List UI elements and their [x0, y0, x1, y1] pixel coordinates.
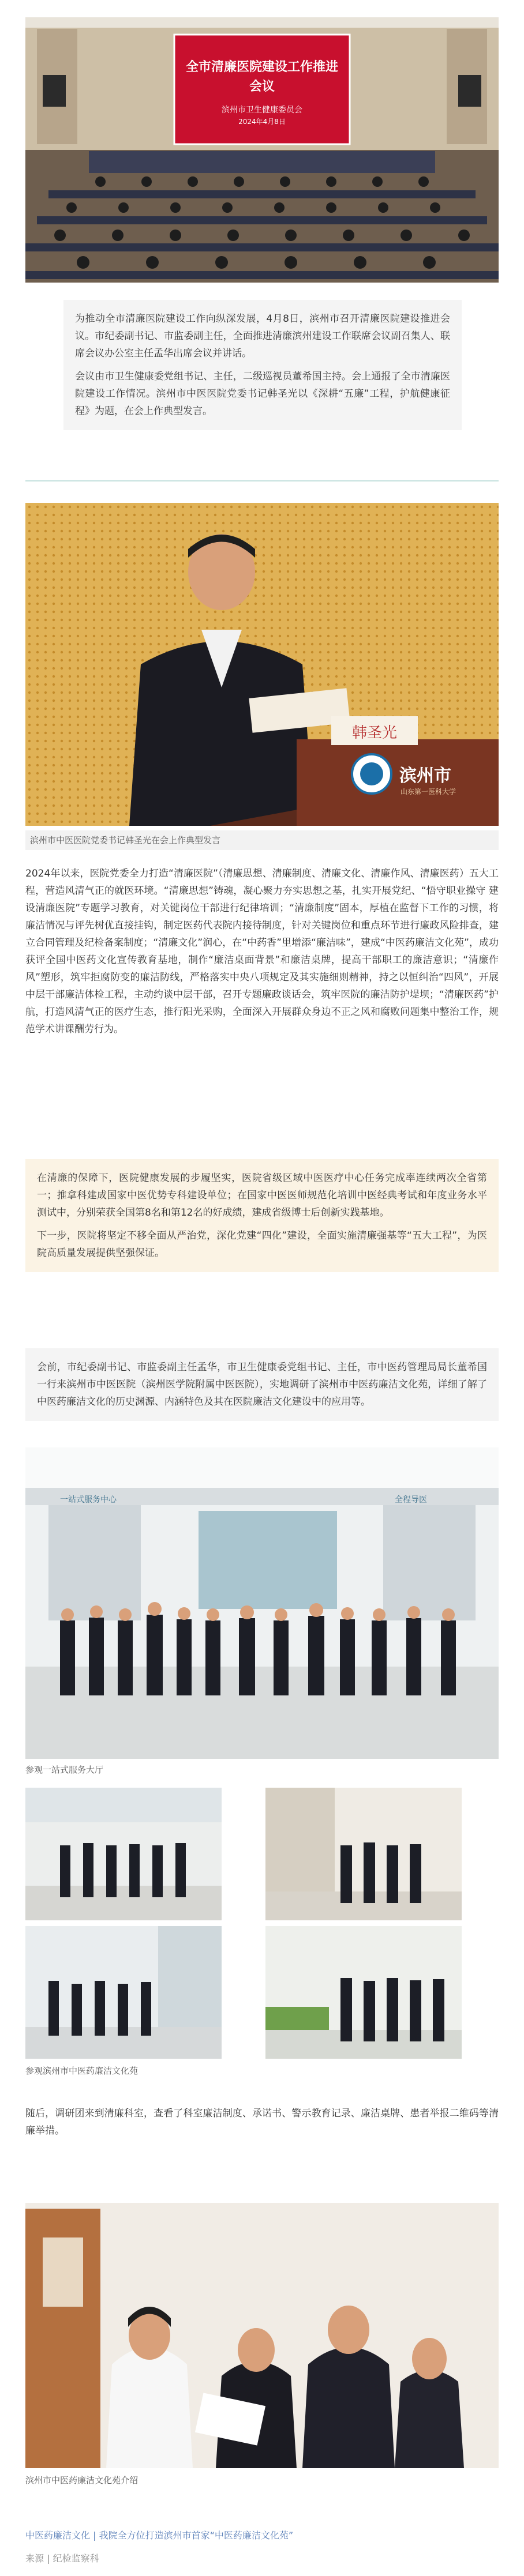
culture-garden-photo-2 [265, 1788, 462, 1920]
conference-hall-photo [25, 17, 499, 283]
caption-intro: 滨州市中医药廉洁文化苑介绍 [25, 2475, 139, 2485]
source-line: 来源 | 纪检监察科 [25, 2553, 99, 2564]
speaker-photo [25, 503, 499, 826]
podium-subtext: 山东第一医科大学 [401, 788, 456, 796]
culture-garden-photo-4 [265, 1926, 462, 2059]
caption-culture-garden: 参观滨州市中医药廉洁文化苑 [25, 2066, 139, 2076]
culture-garden-intro-photo [25, 2157, 499, 2468]
intro-paragraph-1: 为推动全市清廉医院建设工作向纵深发展，4月8日，滨州市召开清廉医院建设推进会议。市纪委副书记、市监委副主任，全面推进清廉滨州建设工作联席会议副召集人、联席会议办公室主任孟华出席会议并讲话。 [75, 313, 450, 359]
conference-hall-illustration [25, 17, 499, 283]
body-paragraph-2: 随后，调研团来到清廉科室，查看了科室廉洁制度、承诺书、警示教育记录、廉洁桌牌、患者举报二维码等清廉举措。 [25, 2108, 499, 2137]
screen-title: 全市清廉医院建设工作推进会议 [186, 60, 339, 94]
meeting-box [25, 1348, 499, 1421]
culture-garden-illustration-4 [265, 1926, 462, 2059]
intro-box [63, 300, 462, 430]
intro-paragraph-2: 会议由市卫生健康委党组书记、主任，二级巡视员董希国主持。会上通报了全市清廉医院建设工作情况。滨州市中医医院党委书记韩圣光以《深耕“五廉”工程，护航健康征程》为题，在会上作典型发言。 [75, 371, 450, 417]
screen-date: 2024年4月8日 [238, 118, 286, 126]
highlight-paragraph-2: 下一步，医院将坚定不移全面从严治党，深化党建“四化”建设，全面实施清廉强基等“五大工程”，为医院高质量发展提供坚强保证。 [37, 1230, 487, 1259]
culture-garden-photo-3 [25, 1926, 222, 2059]
meeting-paragraph: 会前，市纪委副书记、市监委副主任孟华，市卫生健康委党组书记、主任，市中医药管理局局长董希国一行来滨州市中医医院（滨州医学院附属中医医院），实地调研了滨州市中医药廉洁文化苑，详细了解了中医药廉洁文化的历史渊源、内涵特色及其在医院廉洁文化建设中的应用等。 [37, 1362, 487, 1408]
section-divider [25, 480, 499, 482]
culture-garden-illustration-3 [25, 1926, 222, 2059]
screen-org: 滨州市卫生健康委员会 [222, 106, 302, 115]
culture-garden-intro-illustration [25, 2157, 499, 2468]
related-article-link[interactable]: 中医药廉洁文化 | 我院全方位打造滨州市首家“中医药廉洁文化苑” [25, 2530, 294, 2541]
highlight-box [25, 1159, 499, 1272]
body-paragraph-1: 2024年以来，医院党委全力打造“清廉医院”（清廉思想、清廉制度、清廉文化、清廉作风、清廉医药）五大工程，营造风清气正的就医环境。“清廉思想”铸魂，凝心聚力夯实思想之基，扎实开展党纪、“悟守职业操守 建设清廉医院”专题学习教育，对关键岗位干部进行纪律培训；“清廉制度”固本，厚植在监督下工作的习惯，将廉洁情况与评先树优直接挂钩，制定医药代表院内接待制度，针对关键岗位和重点环节进行廉政风险排查，建立合同管理及纪检备案制度；“清廉文化”润心，在“中药香”里增添“廉洁味”，建成“中医药廉洁文化苑”，成功获评全国中医药文化宣传教育基地，制作“廉洁桌面背景”和廉洁桌牌，提高干部职工的廉洁意识；“清廉作风”塑形，筑牢拒腐防变的廉洁防线，严格落实中央八项规定及其实施细则精神，持之以恒纠治“四风”，开展中层干部廉洁体检工程，主动约谈中层干部，召开专题廉政谈话会，筑牢医院的廉洁防护堤坝；“清廉医药”护航，打造风清气正的医疗生态，推行阳光采购，全面深入开展群众身边不正之风和腐败问题集中整治工作，规范学术讲课酬劳行为。 [25, 868, 499, 1035]
culture-garden-photo-1 [25, 1788, 222, 1920]
caption-lobby: 参观一站式服务大厅 [25, 1765, 104, 1775]
lobby-sign-1: 一站式服务中心 [60, 1495, 117, 1505]
lobby-photo [25, 1447, 499, 1759]
caption-speaker: 滨州市中医医院党委书记韩圣光在会上作典型发言 [25, 830, 499, 850]
highlight-paragraph-1: 在清廉的保障下，医院健康发展的步履坚实，医院省级区域中医医疗中心任务完成率连续两次全省第一；推拿科建成国家中医优势专科建设单位；在国家中医医师规范化培训中医经典考试和年度业务水平测试中，分别荣获全国第8名和第12名的好成绩，建成省级博士后创新实践基地。 [37, 1172, 487, 1219]
culture-garden-illustration-1 [25, 1788, 222, 1920]
culture-garden-illustration-2 [265, 1788, 462, 1920]
nameplate-text: 韩圣光 [351, 724, 397, 742]
lobby-sign-2: 全程导医 [395, 1495, 427, 1505]
podium-text: 滨州市 [399, 766, 451, 786]
